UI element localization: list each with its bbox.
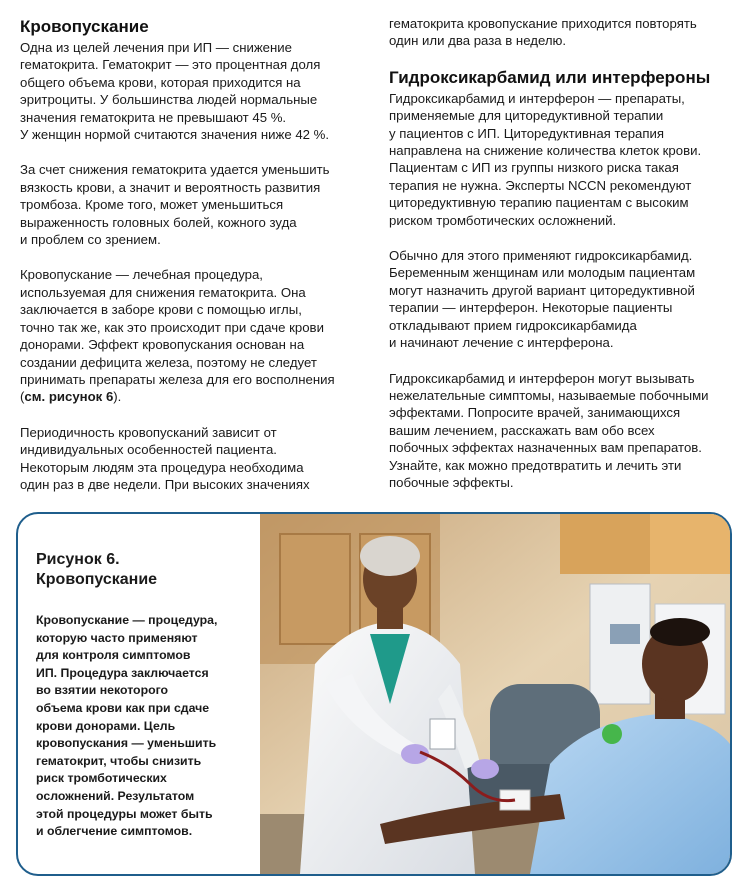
paragraph-frequency-continued: гематокрита кровопускание приходится повторять один или два раза в неделю. — [389, 16, 697, 49]
figure-caption: Кровопускание — процедура, которую часто применяют для контроля симптомов ИП. Процедура заключается во взятии некоторого объема крови как при сдаче крови донорами. Цель кровопускания — уменьшить гематокрит, чтобы снизить риск тромботических осложнений. Результатом этой процедуры может быть и облегчение симптомов. — [36, 613, 218, 839]
paragraph-side-effects: Гидроксикарбамид и интерферон могут вызывать нежелательные симптомы, называемые побочными эффектами. Попросите врачей, занимающихся вашим лечением, расскажать вам обо всех побочных эффектах назначенных вам препаратов. Узнайте, как можно предотвратить и лечить эти побочные эффекты. — [389, 370, 709, 490]
figure-6-box — [16, 512, 732, 876]
paragraph-viscosity: За счет снижения гематокрита удается уменьшить вязкость крови, а значит и вероятность развития тромбоза. Кроме того, может уменьшиться выраженность головных болей, кожного зуда и проблем со зрением. — [20, 162, 330, 248]
figure-reference-link[interactable]: см. рисунок 6 — [24, 389, 114, 405]
figure-reference: (см. рисунок 6). — [20, 389, 122, 405]
paragraph-procedure: Кровопускание — лечебная процедура, используемая для снижения гематокрита. Она заключается в заборе крови с помощью иглы, точно так же, как это происходит при сдаче крови донорами. Эффект кровопускания основан на создании дефицита железа, поэтому не следует принимать препараты железа для его восполнения (см. рисунок 6). — [20, 266, 370, 405]
figure-title: Рисунок 6. Кровопускание — [36, 551, 158, 588]
section-heading-phlebotomy: Кровопускание — [20, 17, 149, 36]
paragraph-cytoreductive: Гидроксикарбамид и интерферон — препараты, применяемые для циторедуктивной терапии у пациентов с ИП. Циторедуктивная терапия направлена на снижение количества клеток крови. Пациентам с ИП из группы низкого риска такая терапия не нужна. Эксперты NCCN рекомендуют циторедуктивную терапию пациентам с высоким риском тромботических осложнений. — [389, 90, 702, 228]
paragraph-interferon: Обычно для этого применяют гидроксикарбамид. Беременным женщинам или молодым пациентам могут назначить другой вариант циторедуктивной терапии — интерферон. Некоторые пациенты откладывают прием гидроксикарбамида и начинают лечение с интерферона. — [389, 248, 696, 351]
left-column — [20, 0, 370, 511]
right-column — [389, 0, 739, 509]
paragraph-frequency: Периодичность кровопусканий зависит от индивидуальных особенностей пациента. Некоторым людям эта процедура необходима один раз в две недели. При высоких значениях — [20, 424, 310, 492]
figure-text — [36, 550, 251, 841]
phlebotomy-photo — [260, 514, 730, 874]
section-heading-hydroxyurea: Гидроксикарбамид или интерфероны — [389, 67, 711, 87]
paragraph-hematocrit: Одна из целей лечения при ИП — снижение гематокрита. Гематокрит — это процентная доля общего объема крови, которая приходится на эритроциты. У большинства людей нормальные значения гематокрита не превышают 45 %. У женщин нормой считаются значения ниже 42 %. — [20, 40, 330, 143]
